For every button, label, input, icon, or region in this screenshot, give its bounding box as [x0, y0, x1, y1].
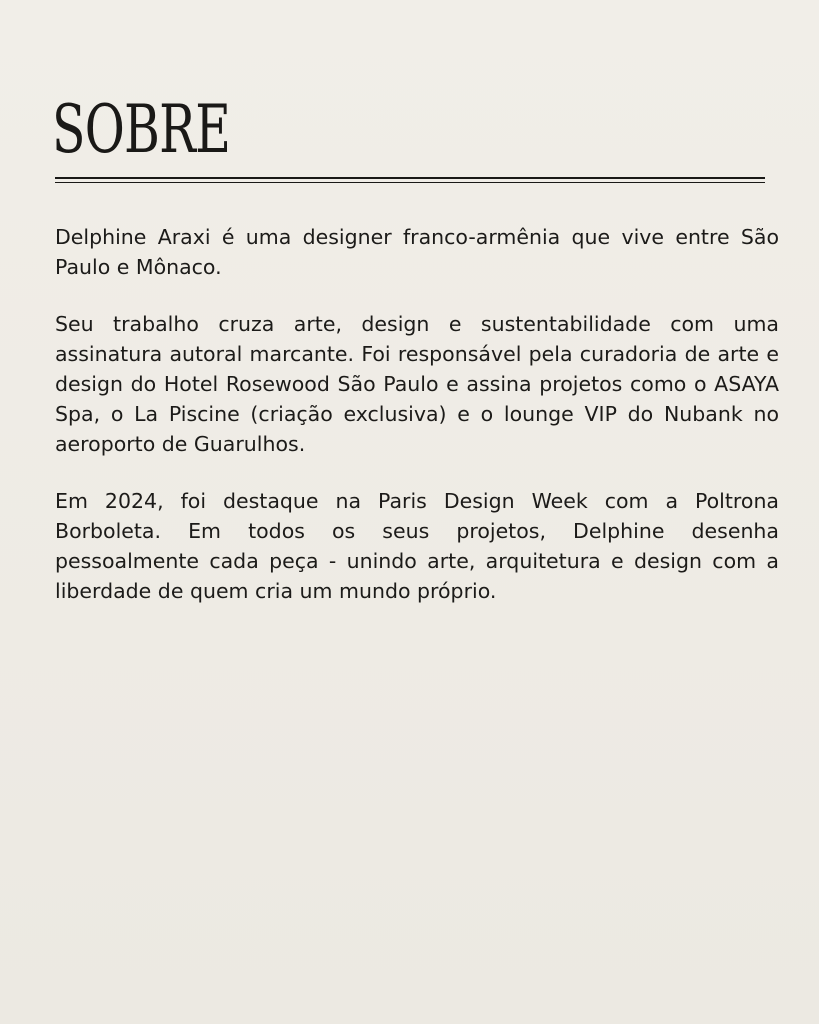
paragraph-intro: Delphine Araxi é uma designer franco-armênia que vive entre São Paulo e Mônaco.: [55, 225, 779, 279]
page-title: SOBRE: [52, 91, 231, 168]
title-divider-bottom: [55, 182, 765, 183]
title-divider-top: [55, 177, 765, 179]
paragraph-highlight: Em 2024, foi destaque na Paris Design Week com a Poltrona Borboleta. Em todos os seus projetos, Delphine desenha pessoalmente cada peça - unindo arte, arquitetura e design com a liberdade de quem cria um mundo próprio.: [55, 489, 779, 603]
paragraph-work: Seu trabalho cruza arte, design e sustentabilidade com uma assinatura autoral marcante. Foi responsável pela curadoria de arte e design do Hotel Rosewood São Paulo e assina projetos como o ASAYA Spa, o La Piscine (criação exclusiva) e o lounge VIP do Nubank no aeroporto de Guarulhos.: [55, 312, 779, 456]
about-text: [55, 222, 779, 633]
